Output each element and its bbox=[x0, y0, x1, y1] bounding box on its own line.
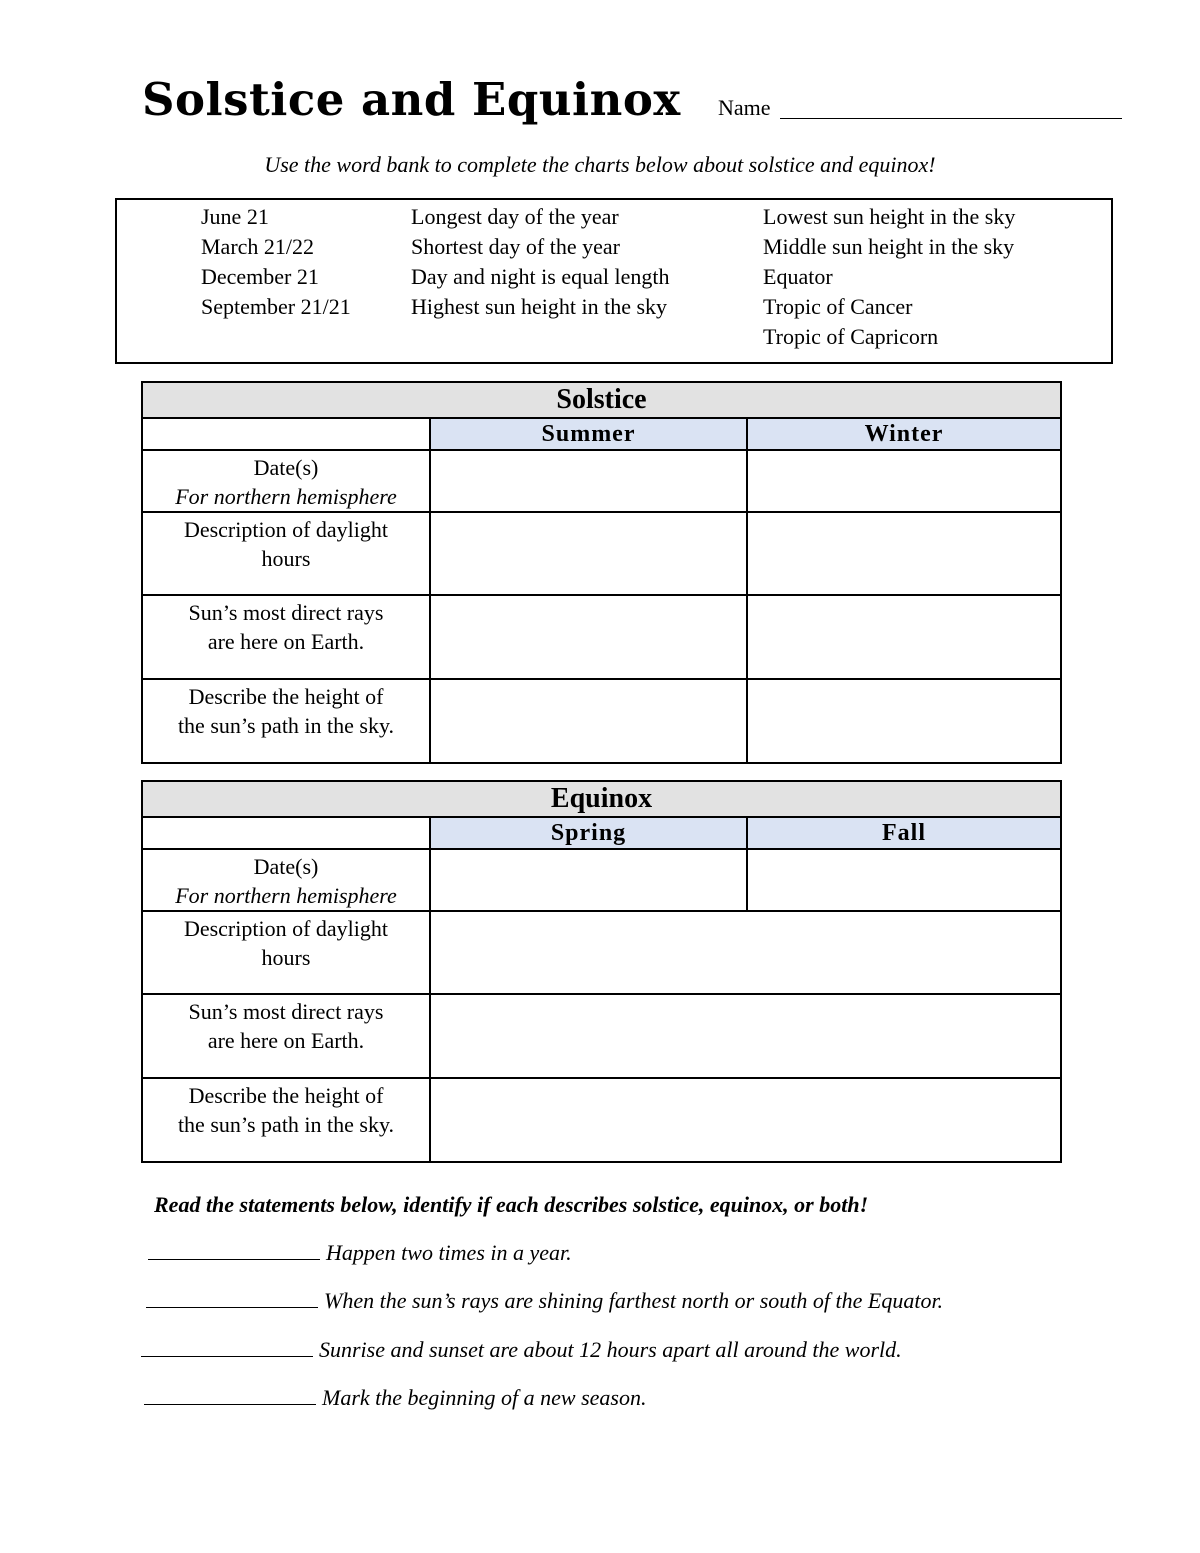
dates-row-label bbox=[142, 849, 430, 911]
word-bank-item: Equator bbox=[763, 264, 833, 289]
summer-header: Summer bbox=[430, 418, 747, 450]
solstice-title: Solstice bbox=[142, 382, 1061, 418]
spring-dates-answer[interactable] bbox=[430, 849, 747, 911]
height-label-line1: Describe the height of bbox=[188, 1083, 384, 1108]
rays-row-label bbox=[142, 994, 430, 1078]
spring-header: Spring bbox=[430, 817, 747, 849]
dates-sublabel: For northern hemisphere bbox=[175, 484, 397, 509]
answer-blank[interactable] bbox=[148, 1239, 320, 1260]
word-bank-item: March 21/22 bbox=[201, 234, 315, 259]
height-row-label bbox=[142, 679, 430, 763]
word-bank bbox=[115, 198, 1113, 364]
word-bank-item: Tropic of Cancer bbox=[763, 294, 913, 319]
dates-label: Date(s) bbox=[253, 455, 319, 480]
height-label-line2: the sun’s path in the sky. bbox=[177, 713, 395, 738]
instructions: Use the word bank to complete the charts below about solstice and equinox! bbox=[264, 152, 936, 177]
equinox-chart bbox=[141, 780, 1062, 1163]
question-item bbox=[144, 1383, 646, 1413]
word-bank-item: Longest day of the year bbox=[411, 204, 619, 229]
height-label-line1: Describe the height of bbox=[188, 684, 384, 709]
winter-dates-answer[interactable] bbox=[747, 450, 1061, 512]
equinox-rays-answer[interactable] bbox=[430, 994, 1061, 1078]
word-bank-sun-and-places bbox=[763, 202, 1015, 352]
word-bank-item: Tropic of Capricorn bbox=[763, 324, 939, 349]
equinox-daylight-answer[interactable] bbox=[430, 911, 1061, 994]
rays-row-label bbox=[142, 595, 430, 679]
name-field[interactable] bbox=[718, 94, 1122, 122]
summer-daylight-answer[interactable] bbox=[430, 512, 747, 595]
dates-row-label bbox=[142, 450, 430, 512]
page-title: Solstice and Equinox bbox=[142, 73, 681, 126]
answer-blank[interactable] bbox=[141, 1336, 313, 1357]
fall-header: Fall bbox=[747, 817, 1061, 849]
dates-sublabel: For northern hemisphere bbox=[175, 883, 397, 908]
word-bank-item: Lowest sun height in the sky bbox=[763, 204, 1016, 229]
summer-rays-answer[interactable] bbox=[430, 595, 747, 679]
question-item bbox=[146, 1286, 943, 1316]
daylight-label-line1: Description of daylight bbox=[183, 517, 389, 542]
rays-label-line2: are here on Earth. bbox=[207, 1028, 365, 1053]
word-bank-dates bbox=[201, 202, 351, 322]
question-item bbox=[148, 1238, 572, 1268]
word-bank-item: December 21 bbox=[201, 264, 319, 289]
rays-label-line1: Sun’s most direct rays bbox=[188, 999, 384, 1024]
winter-rays-answer[interactable] bbox=[747, 595, 1061, 679]
summer-dates-answer[interactable] bbox=[430, 450, 747, 512]
fall-dates-answer[interactable] bbox=[747, 849, 1061, 911]
question-item bbox=[141, 1335, 902, 1365]
solstice-chart bbox=[141, 381, 1062, 764]
header-blank-cell bbox=[142, 817, 430, 849]
daylight-label-line2: hours bbox=[261, 546, 311, 571]
daylight-label-line2: hours bbox=[261, 945, 311, 970]
daylight-row-label bbox=[142, 512, 430, 595]
summer-height-answer[interactable] bbox=[430, 679, 747, 763]
header-blank-cell bbox=[142, 418, 430, 450]
winter-daylight-answer[interactable] bbox=[747, 512, 1061, 595]
questions-heading: Read the statements below, identify if each describes solstice, equinox, or both! bbox=[154, 1192, 869, 1217]
daylight-row-label bbox=[142, 911, 430, 994]
question-text: When the sun’s rays are shining farthest north or south of the Equator. bbox=[324, 1288, 944, 1313]
answer-blank[interactable] bbox=[144, 1384, 316, 1405]
equinox-title: Equinox bbox=[142, 781, 1061, 817]
word-bank-day-descriptions bbox=[411, 202, 669, 322]
dates-label: Date(s) bbox=[253, 854, 319, 879]
daylight-label-line1: Description of daylight bbox=[183, 916, 389, 941]
rays-label-line1: Sun’s most direct rays bbox=[188, 600, 384, 625]
word-bank-item: Highest sun height in the sky bbox=[411, 294, 668, 319]
height-row-label bbox=[142, 1078, 430, 1162]
question-text: Happen two times in a year. bbox=[326, 1240, 572, 1265]
word-bank-item: June 21 bbox=[201, 204, 269, 229]
rays-label-line2: are here on Earth. bbox=[207, 629, 365, 654]
winter-height-answer[interactable] bbox=[747, 679, 1061, 763]
answer-blank[interactable] bbox=[146, 1287, 318, 1308]
name-label: Name bbox=[718, 95, 771, 120]
name-underline[interactable] bbox=[780, 118, 1122, 119]
height-label-line2: the sun’s path in the sky. bbox=[177, 1112, 395, 1137]
word-bank-item: Middle sun height in the sky bbox=[763, 234, 1015, 259]
word-bank-item: Shortest day of the year bbox=[411, 234, 620, 259]
winter-header: Winter bbox=[747, 418, 1061, 450]
equinox-height-answer[interactable] bbox=[430, 1078, 1061, 1162]
word-bank-item: September 21/21 bbox=[201, 294, 351, 319]
question-text: Sunrise and sunset are about 12 hours apart all around the world. bbox=[319, 1337, 902, 1362]
word-bank-item: Day and night is equal length bbox=[411, 264, 670, 289]
question-text: Mark the beginning of a new season. bbox=[322, 1385, 647, 1410]
